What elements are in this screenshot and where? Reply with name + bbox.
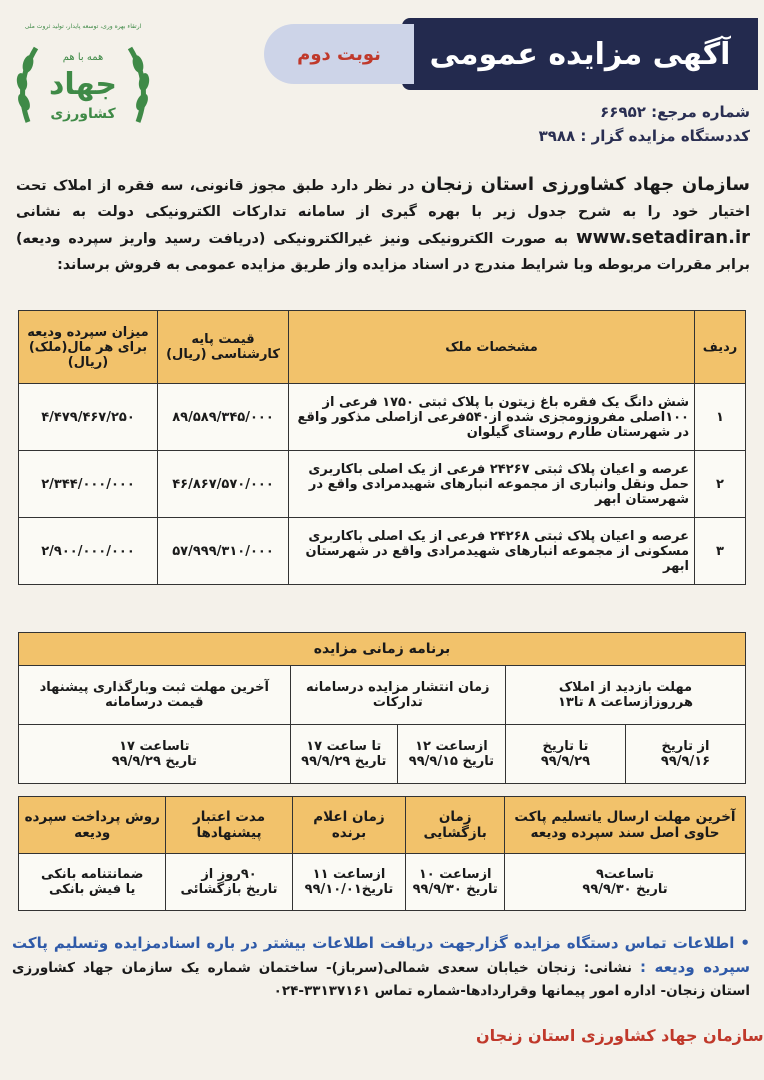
intro-text-1: در نظر دارد طبق مجوز قانونی، سه فقره از املاک تحت اختیار خود را به شرح جدول زیر با بهره گیری از سامانه تدارکات الکترونیکی دولت به نشانی (16, 178, 750, 220)
visit-from-label: از تاریخ (661, 739, 710, 754)
col-base-price: قیمت پایه کارشناسی (ریال) (158, 311, 289, 384)
bid-deadline-header: آخرین مهلت ثبت وبارگذاری پیشنهاد قیمت درسامانه (19, 666, 291, 725)
logo-main-text: جهاد (48, 67, 118, 102)
row-price: ۴۶/۸۶۷/۵۷۰/۰۰۰ (158, 451, 289, 518)
col-winner-announcement: زمان اعلام برنده (292, 797, 406, 854)
contact-info (12, 932, 750, 1003)
intro-org: سازمان جهاد کشاورزی استان زنجان (420, 174, 750, 195)
table-row (19, 451, 746, 518)
visit-to-label: تا تاریخ (542, 739, 589, 754)
logo-top-text: همه با هم (62, 52, 104, 63)
schedule-table (18, 632, 746, 784)
validity-cell (166, 854, 292, 911)
validity-ref: تاریخ بازگشائی (180, 882, 278, 897)
contact-lead: • اطلاعات تماس دستگاه مزایده گزارجهت دریافت اطلاعات بیشتر در باره اسنادمزایده وتسلیم پاکت سپرده ودیعه : (12, 934, 751, 976)
col-property-description: مشخصات ملک (289, 311, 695, 384)
row-description: شش دانگ یک فقره باغ زیتون با پلاک ثبتی ۱۷۵۰ فرعی از ۱۰۰اصلی مفروزومجزی شده از۵۴۰فرعی ازاصلی مذکور واقع در شهرستان طارم روستای گیلوان (289, 384, 695, 451)
col-row-number: ردیف (695, 311, 746, 384)
payment-cell (19, 854, 166, 911)
deposit-schedule-table (18, 796, 746, 911)
visit-to-cell (505, 725, 625, 784)
notice-title: آگهی مزایده عمومی (429, 36, 731, 72)
row-index: ۲ (695, 451, 746, 518)
publish-to-cell (290, 725, 397, 784)
visit-period-header: مهلت بازدید از املاک هرروزازساعت ۸ تا۱۳ (505, 666, 745, 725)
signature: سازمان جهاد کشاورزی استان زنجان (476, 1026, 764, 1045)
table-row (19, 518, 746, 585)
visit-to-date: ۹۹/۹/۲۹ (540, 754, 591, 769)
opening-time: ازساعت ۱۰ (418, 867, 492, 882)
submit-deadline-cell (505, 854, 746, 911)
notice-round: نوبت دوم (297, 43, 381, 65)
notice-header (264, 18, 758, 90)
logo-ring-text: ارتقاء بهره وری، توسعه پایدار، تولید ثروت ملی (24, 23, 142, 30)
publish-from-label: ازساعت ۱۲ (415, 739, 488, 754)
publish-period-header: زمان انتشار مزایده درسامانه تدارکات (290, 666, 505, 725)
properties-table (18, 310, 746, 585)
intro-paragraph (16, 172, 750, 278)
publish-from-date: تاریخ ۹۹/۹/۱۵ (408, 754, 494, 769)
col-offer-validity: مدت اعتبار پیشنهادها (166, 797, 292, 854)
opening-date: تاریخ ۹۹/۹/۳۰ (412, 882, 498, 897)
row-price: ۸۹/۵۸۹/۳۴۵/۰۰۰ (158, 384, 289, 451)
col-opening-time: زمان بازگشایی (406, 797, 505, 854)
winner-date: تاریخ۹۹/۱۰/۰۱ (304, 882, 394, 897)
visit-from-date: ۹۹/۹/۱۶ (660, 754, 711, 769)
col-payment-method: روش پرداخت سپرده ودیعه (19, 797, 166, 854)
payment-option-2: یا فیش بانکی (49, 882, 136, 897)
opening-cell (406, 854, 505, 911)
row-price: ۵۷/۹۹۹/۳۱۰/۰۰۰ (158, 518, 289, 585)
row-deposit: ۲/۹۰۰/۰۰۰/۰۰۰ (19, 518, 158, 585)
auctioneer-code: کددستگاه مزایده گزار : ۳۹۸۸ (538, 127, 750, 145)
publish-to-date: تاریخ ۹۹/۹/۲۹ (301, 754, 387, 769)
notice-round-box (264, 24, 414, 84)
logo-sub-text: کشاورزی (50, 106, 116, 122)
row-index: ۳ (695, 518, 746, 585)
schedule-title: برنامه زمانی مزایده (19, 633, 746, 666)
publish-from-cell (397, 725, 505, 784)
intro-url-link[interactable]: www.setadiran.ir (575, 227, 750, 248)
row-description: عرصه و اعیان پلاک ثبتی ۲۴۲۶۷ فرعی از یک اصلی باکاربری حمل ونقل وانباری از مجموعه انبارهای شهیدمرادی واقع در شهرستان ابهر (289, 451, 695, 518)
validity-days: ۹۰روز از (201, 867, 257, 882)
intro-text-2: به صورت الکترونیکی ونیز غیرالکترونیکی (دریافت رسید واریز سپرده ودیعه) برابر مقررات مربوطه وبا شرایط مندرج در اسناد مزایده واز طریق مزایده عمومی به فروش برساند: (16, 231, 750, 273)
row-deposit: ۴/۴۷۹/۴۶۷/۲۵۰ (19, 384, 158, 451)
visit-from-cell (625, 725, 745, 784)
submit-date: تاریخ ۹۹/۹/۳۰ (582, 882, 668, 897)
winner-time: ازساعت ۱۱ (312, 867, 386, 882)
winner-cell (292, 854, 406, 911)
jahad-keshavarzi-logo-icon (8, 14, 158, 144)
bid-deadline-cell (19, 725, 291, 784)
col-deposit-submit-deadline: آخرین مهلت ارسال یاتسلیم پاکت حاوی اصل سند سپرده ودیعه (505, 797, 746, 854)
reference-number: شماره مرجع: ۶۶۹۵۲ (600, 103, 750, 121)
properties-header-row (19, 311, 746, 384)
col-deposit: میزان سپرده ودیعه برای هر مال(ملک) (ریال) (19, 311, 158, 384)
reference-block (539, 100, 750, 148)
row-index: ۱ (695, 384, 746, 451)
publish-to-label: تا ساعت ۱۷ (306, 739, 382, 754)
bid-deadline-label: تاساعت ۱۷ (119, 739, 190, 754)
row-description: عرصه و اعیان پلاک ثبتی ۲۴۲۶۸ فرعی از یک اصلی باکاربری مسکونی از مجموعه انبارهای شهیدمرادی واقع در شهرستان ابهر (289, 518, 695, 585)
notice-title-box (402, 18, 758, 90)
submit-time: تاساعت۹ (595, 867, 654, 882)
contact-address: نشانی: زنجان خیابان سعدی شمالی(سرباز)- ساختمان شماره یک سازمان جهاد کشاورزی استان زنجان- اداره امور پیمانها وقراردادها-شماره تماس ۳۳۱۳۷۱۶۱-۰۲۴ (12, 960, 750, 999)
payment-option-1: ضمانتنامه بانکی (41, 867, 144, 882)
table-row (19, 384, 746, 451)
row-deposit: ۲/۳۴۴/۰۰۰/۰۰۰ (19, 451, 158, 518)
bid-deadline-date: تاریخ ۹۹/۹/۲۹ (111, 754, 197, 769)
